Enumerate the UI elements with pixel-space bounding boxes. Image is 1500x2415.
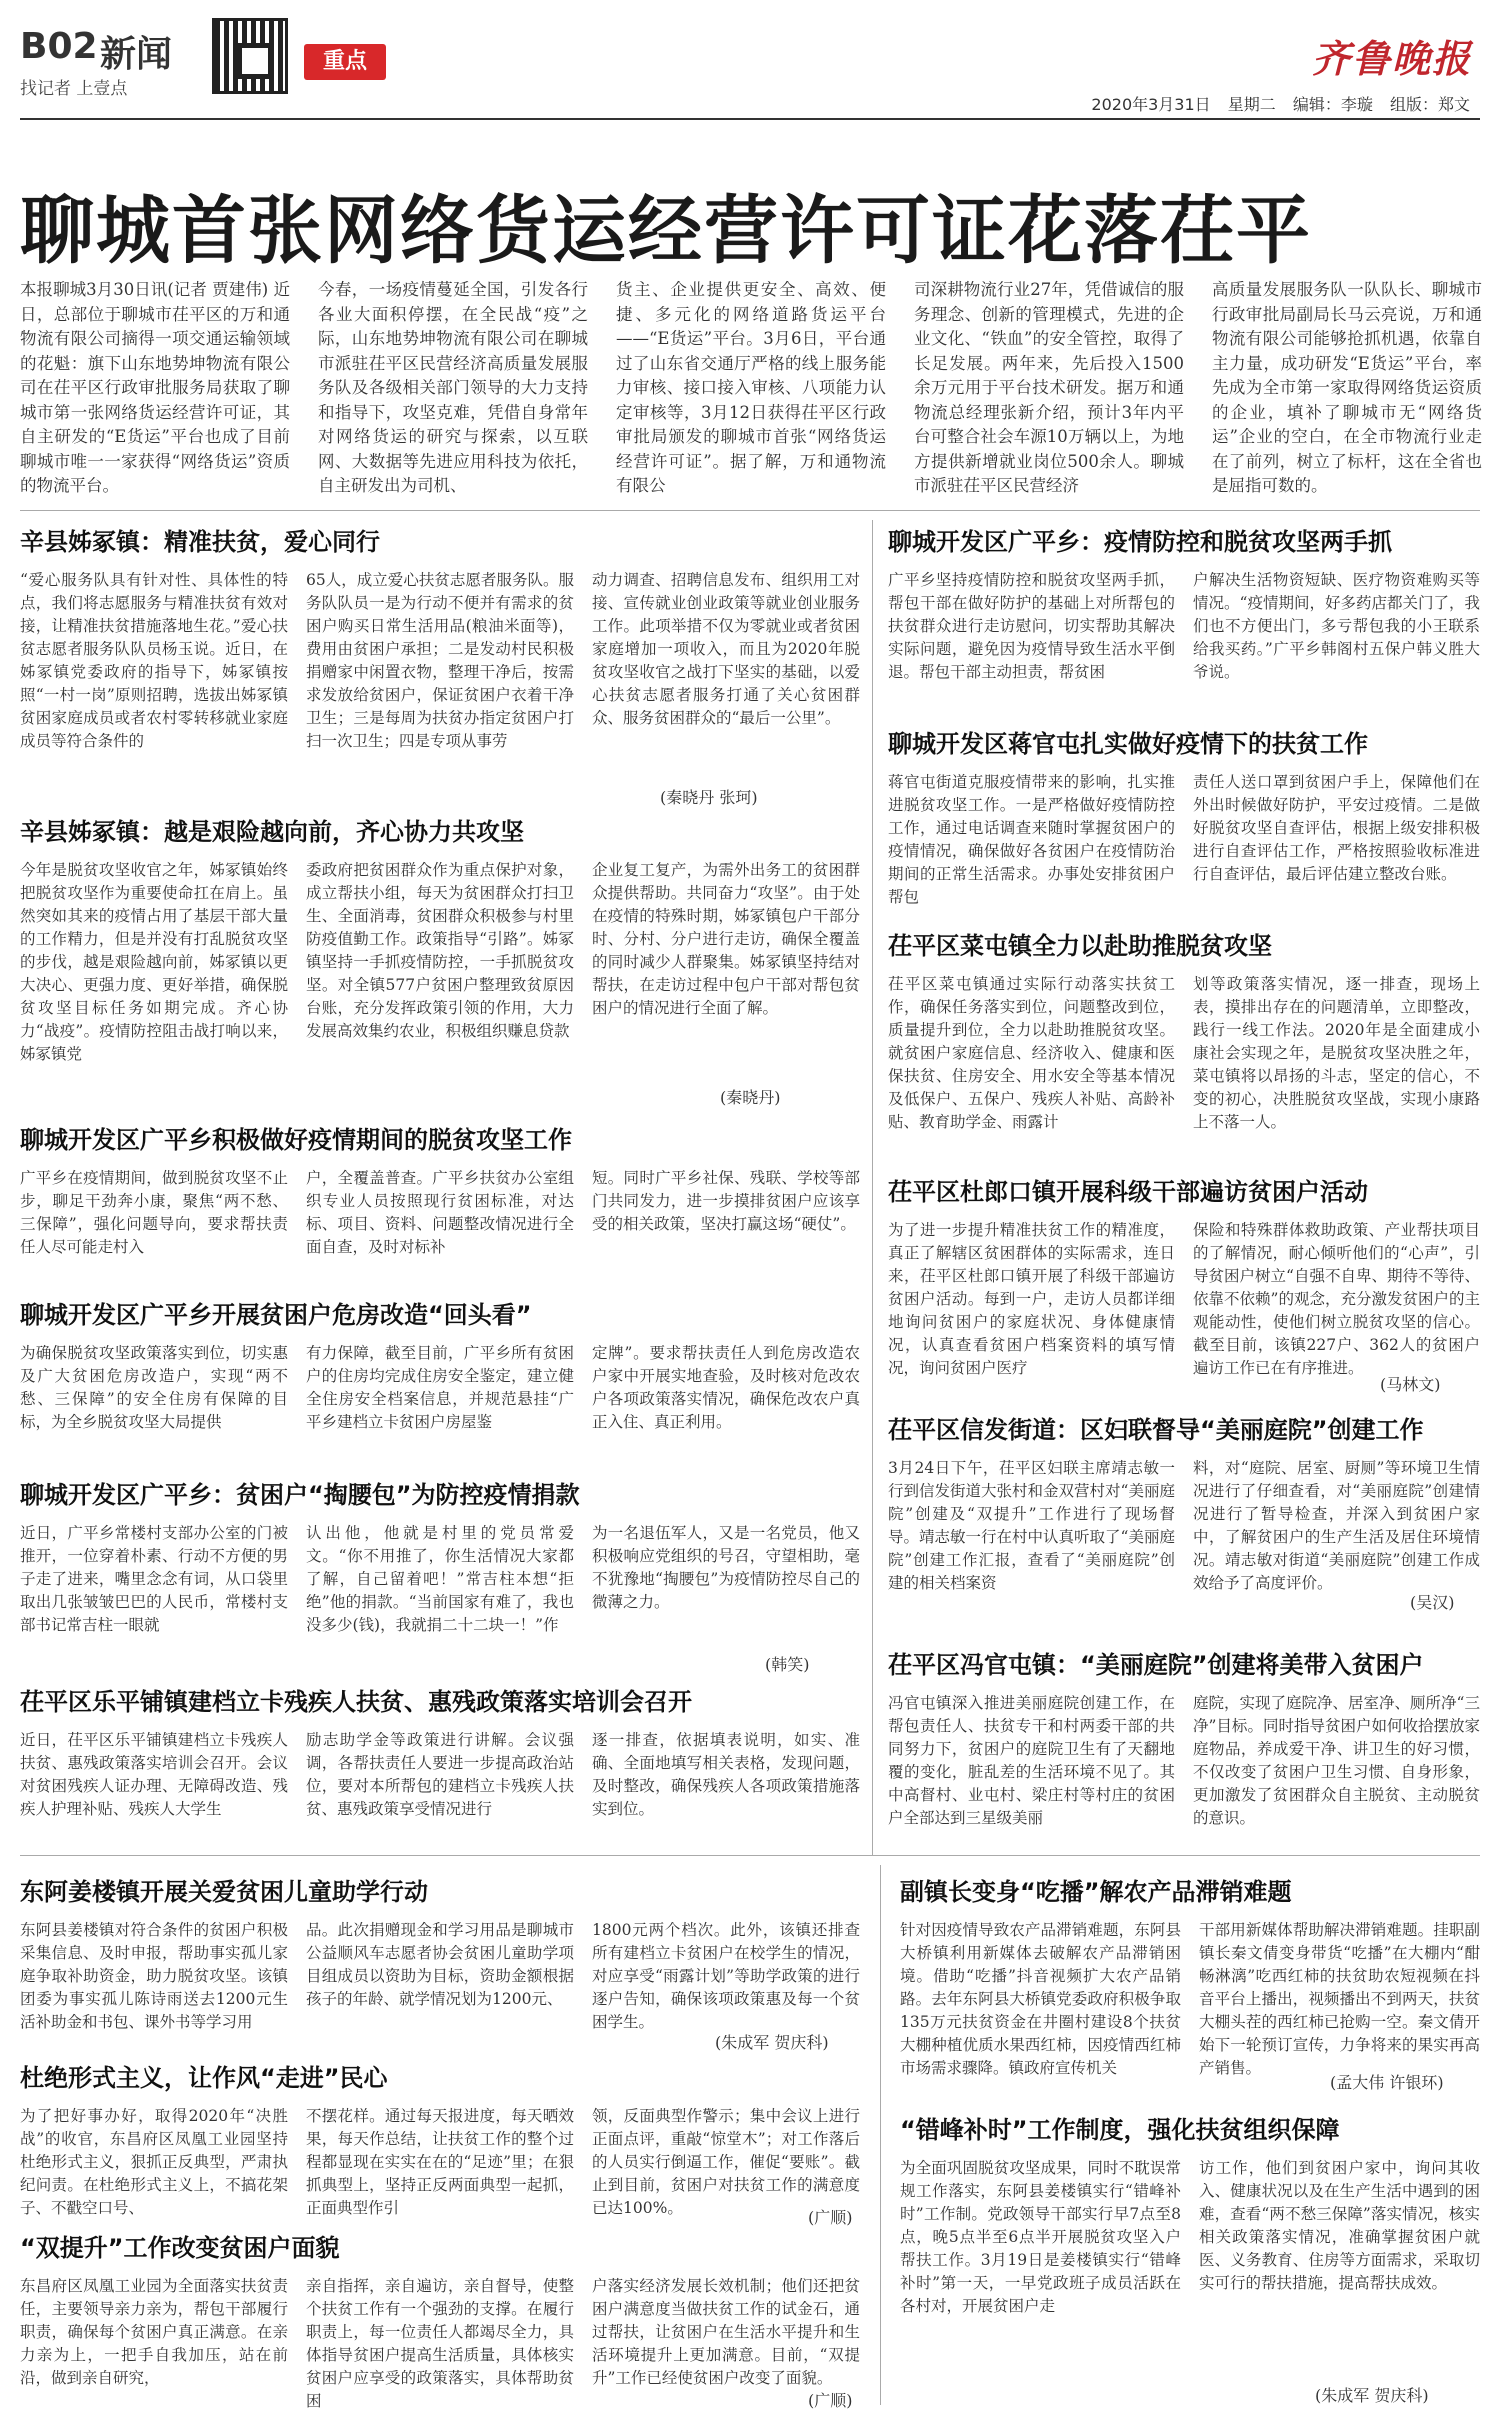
article-b6	[888, 1645, 1480, 1845]
article-b2	[888, 724, 1480, 909]
author-b5: (吴汉)	[1410, 1593, 1455, 1612]
author-d2: (朱成军 贺庆科)	[1315, 2386, 1429, 2405]
author-b4: (马林文)	[1380, 1375, 1441, 1394]
article-title: 东阿姜楼镇开展关爱贫困儿童助学行动	[20, 1878, 428, 1906]
article-text: 认出他，他就是村里的党员常爱文。“你不用推了，你生活情况大家都了解，自己留着吧！”常吉柱本想“拒绝”他的捐款。“当前国家有难了，我也没多少(钱)，我就捐二十二块一！”作	[306, 1524, 574, 1634]
article-text: 不摆花样。通过每天报进度，每天晒效果，每天作总结，让扶贫工作的整个过程都显现在实实在在的“足迹”里；在狠抓典型上，坚持正反两面典型一起抓，正面典型作引	[306, 2107, 574, 2217]
focus-badge: 重点	[304, 44, 386, 80]
author-a2: (秦晓丹)	[720, 1088, 781, 1107]
article-title: 杜绝形式主义，让作风“走进”民心	[20, 2064, 388, 2092]
article-title: 茌平区杜郎口镇开展科级干部遍访贫困户活动	[888, 1178, 1368, 1206]
article-text: 为了进一步提升精准扶贫工作的精准度，真正了解辖区贫困群体的实际需求，连日来，茌平区杜郎口镇开展了科级干部遍访贫困户活动。每到一户，走访人员都详细地询问贫困户的家庭状况、身体健康情况，认真查看贫困户档案资料的填写情况，询问贫困户医疗	[888, 1221, 1175, 1377]
article-text: 为确保脱贫攻坚政策落实到位，切实惠及广大贫困危房改造户，实现“两不愁、三保障”的安全住房有保障的目标，为全乡脱贫攻坚大局提供	[20, 1344, 288, 1431]
article-title: 聊城开发区广平乡开展贫困户危房改造“回头看”	[20, 1301, 532, 1329]
article-c2	[20, 2058, 860, 2223]
lead-divider	[20, 510, 1480, 511]
lead-column-4: 司深耕物流行业27年，凭借诚信的服务理念、创新的管理模式，先进的企业文化、“铁血”的安全管控，取得了长足发展。两年来，先后投入1500余万元用于平台技术研发。据万和通物流总经理张新介绍，预计3年内平台可整合社会车源10万辆以上，为地方提供新增就业岗位500余人。聊城市派驻茌平区民营经济	[914, 280, 1184, 495]
article-title: 茌平区冯官屯镇：“美丽庭院”创建将美带入贫困户	[888, 1651, 1424, 1679]
article-text: 干部用新媒体帮助解决滞销难题。挂职副镇长秦文倩变身带货“吃播”在大棚内“酣畅淋漓”吃西红柿的扶贫助农短视频在抖音平台上播出，视频播出不到两天，扶贫大棚头茬的西红柿已抢购一空。秦文倩开始下一轮预订宣传，力争将来的果实再高产销售。	[1199, 1921, 1480, 2077]
lead-column-1: 本报聊城3月30日讯(记者 贾建伟) 近日，总部位于聊城市茌平区的万和通物流有限公司摘得一项交通运输领域的花魁：旗下山东地势坤物流有限公司在茌平区行政审批服务局获取了聊城市第一张网络货运经营许可证，其自主研发的“E货运”平台也成了目前聊城市唯一一家获得“网络货运”资质的物流平台。	[20, 280, 290, 495]
article-title: 茌平区菜屯镇全力以赴助推脱贫攻坚	[888, 932, 1272, 960]
newspaper-logo: 齐鲁晚报	[1311, 36, 1472, 81]
article-text: 委政府把贫困群众作为重点保护对象，成立帮扶小组，每天为贫困群众打扫卫生、全面消毒，贫困群众积极参与村里防疫值勤工作。政策指导“引路”。姊冢镇坚持一手抓疫情防控，一手抓脱贫攻坚。对全镇577户贫困户整理致贫原因台账，充分发挥政策引领的作用，大力发展高效集约农业，积极组织赚息贷款	[306, 861, 574, 1040]
article-text: 广平乡坚持疫情防控和脱贫攻坚两手抓，帮包干部在做好防护的基础上对所帮包的扶贫群众进行走访慰问，切实帮助其解决实际问题，避免因为疫情导致生活水平倒退。帮包干部主动担责，帮贫困	[888, 571, 1175, 681]
article-text: 责任人送口罩到贫困户手上，保障他们在外出时候做好防护，平安过疫情。二是做好脱贫攻坚自查评估，根据上级安排积极进行自查评估工作，严格按照验收标准进行自查评估，最后评估建立整改台账。	[1193, 773, 1480, 883]
article-text: 品。此次捐赠现金和学习用品是聊城市公益顺风车志愿者协会贫困儿童助学项目组成员以资助为目标，资助金额根据孩子的年龄、就学情况划为1200元、	[306, 1921, 574, 2008]
article-text: 针对因疫情导致农产品滞销难题，东阿县大桥镇利用新媒体去破解农产品滞销困境。借助“吃播”抖音视频扩大农产品销路。去年东阿县大桥镇党委政府积极争取135万元扶贫资金在井圈村建设8个扶贫大棚种植优质水果西红柿，因疫情西红柿市场需求骤降。镇政府宣传机关	[900, 1921, 1181, 2077]
author-c1: (朱成军 贺庆科)	[715, 2033, 829, 2052]
article-text: 亲自指挥，亲自遍访，亲自督导，使整个扶贫工作有一个强劲的支撑。在履行职责上，每一位责任人都竭尽全力，具体指导贫困户提高生活质量，具体核实贫困户应享受的政策落实，具体帮助贫困	[306, 2277, 574, 2410]
author-a1: (秦晓丹 张珂)	[660, 788, 758, 807]
article-text: 有力保障，截至目前，广平乡所有贫困户的住房均完成住房安全鉴定，建立健全住房安全档案信息，并规范悬挂“广平乡建档立卡贫困户房屋鉴	[306, 1344, 574, 1431]
article-text: 东阿县姜楼镇对符合条件的贫困户积极采集信息、及时申报，帮助事实孤儿家庭争取补助资金，助力脱贫攻坚。该镇团委为事实孤儿陈诗雨送去1200元生活补助金和书包、课外书等学习用	[20, 1921, 288, 2031]
article-a2	[20, 812, 860, 1102]
author-a5: (韩笑)	[765, 1655, 810, 1674]
article-b3	[888, 926, 1480, 1171]
lead-column-5: 高质量发展服务队一队队长、聊城市行政审批局副局长马云亮说，万和通物流有限公司能够抢抓机遇，依靠自主力量，成功研发“E货运”平台，率先成为全市第一家取得网络货运资质的企业，填补了聊城市无“网络货运”企业的空白，在全市物流行业走在了前列，树立了标杆，这在全省也是屈指可数的。	[1212, 280, 1482, 495]
issue-meta	[1079, 92, 1470, 115]
article-a1	[20, 522, 860, 807]
article-title: 聊城开发区蒋官屯扎实做好疫情下的扶贫工作	[888, 730, 1368, 758]
article-text: 65人，成立爱心扶贫志愿者服务队。服务队队员一是为行动不便并有需求的贫困户购买日常生活用品(粮油米面等)，费用由贫困户承担；二是发动村民积极捐赠家中闲置衣物，整理干净后，按需求发放给贫困户，保证贫困户衣着干净卫生；三是每周为扶贫办指定贫困户打扫一次卫生；四是专项从事劳	[306, 571, 574, 750]
article-text: 动力调查、招聘信息发布、组织用工对接、宣传就业创业政策等就业创业服务工作。此项举措不仅为零就业或者贫困家庭增加一项收入，而且为2020年脱贫攻坚收官之战打下坚实的基础，以爱心扶贫志愿者服务打通了关心贫困群众、服务贫困群众的“最后一公里”。	[592, 571, 860, 727]
masthead	[0, 0, 1500, 160]
article-a3	[20, 1120, 860, 1280]
article-text: 今年是脱贫攻坚收官之年，姊冢镇始终把脱贫攻坚作为重要使命扛在肩上。虽然突如其来的疫情占用了基层干部大量的工作精力，但是并没有打乱脱贫攻坚的步伐，越是艰险越向前，姊冢镇以更大决心、更强力度、更好举措，确保脱贫攻坚目标任务如期完成。齐心协力“战疫”。疫情防控阻击战打响以来，姊冢镇党	[20, 861, 288, 1063]
article-text: 户落实经济发展长效机制；他们还把贫困户满意度当做扶贫工作的试金石，通过帮扶，让贫困户在生活水平提升和生活环境提升上更加满意。目前，“双提升”工作已经使贫困户改变了面貌。	[592, 2277, 860, 2387]
article-b5	[888, 1410, 1480, 1600]
layout-credit: 组版：郑文	[1389, 95, 1470, 114]
article-title: 茌平区信发街道：区妇联督导“美丽庭院”创建工作	[888, 1416, 1424, 1444]
article-text: 东昌府区凤凰工业园为全面落实扶贫责任，主要领导亲力亲为，帮包干部履行职责，确保每个贫困户真正满意。在亲力亲为上，一把手自我加压，站在前沿，做到亲自研究，	[20, 2277, 288, 2387]
lower-divider	[20, 1855, 1480, 1856]
article-text: 领，反面典型作警示；集中会议上进行正面点评，重敲“惊堂木”；对工作落后的人员实行倒逼工作，催促“要账”。截止到目前，贫困户对扶贫工作的满意度已达100%。	[592, 2107, 860, 2217]
article-title: 聊城开发区广平乡积极做好疫情期间的脱贫攻坚工作	[20, 1126, 572, 1154]
article-text: 茌平区菜屯镇通过实际行动落实扶贫工作，确保任务落实到位，问题整改到位，质量提升到位，全力以赴助推脱贫攻坚。就贫困户家庭信息、经济收入、健康和医保扶贫、住房安全、用水安全等基本情况及低保户、五保户、残疾人补贴、高龄补贴、教育助学金、雨露计	[888, 975, 1175, 1131]
article-title: 辛县姊冢镇：越是艰险越向前，齐心协力共攻坚	[20, 818, 524, 846]
article-title: “错峰补时”工作制度，强化扶贫组织保障	[900, 2116, 1340, 2144]
byline-label: 找记者 上壹点	[20, 79, 128, 99]
article-title: “双提升”工作改变贫困户面貌	[20, 2234, 340, 2262]
article-text: 划等政策落实情况，逐一排查，现场上表，摸排出存在的问题清单，立即整改，践行一线工作法。2020年是全面建成小康社会实现之年，是脱贫攻坚决胜之年，菜屯镇将以昂扬的斗志，坚定的信心，不变的初心，决胜脱贫攻坚战，实现小康路上不落一人。	[1193, 975, 1480, 1131]
lower-column-divider	[880, 1865, 881, 2405]
article-title: 辛县姊冢镇：精准扶贫，爱心同行	[20, 528, 380, 556]
issue-date: 2020年3月31日	[1091, 95, 1211, 114]
lead-column-3: 货主、企业提供更安全、高效、便捷、多元化的网络道路货运平台——“E货运”平台。3月6日，平台通过了山东省交通厅严格的线上服务能力审核、接口接入审核、八项能力认定审核等，3月12日获得茌平区行政审批局颁发的聊城市首张“网络货运经营许可证”。据了解，万和通物流有限公	[616, 280, 886, 495]
article-d1	[900, 1872, 1480, 2087]
article-a5	[20, 1475, 860, 1675]
article-text: 为了把好事办好，取得2020年“决胜战”的收官，东昌府区凤凰工业园坚持杜绝形式主义，狠抓正反典型，严肃执纪问责。在杜绝形式主义上，不搞花架子、不戳空口号、	[20, 2107, 288, 2217]
article-text: 励志助学金等政策进行讲解。会议强调，各帮扶责任人要进一步提高政治站位，要对本所帮包的建档立卡残疾人扶贫、惠残政策享受情况进行	[306, 1731, 574, 1818]
lead-column-2: 今春，一场疫情蔓延全国，引发各行各业大面积停摆，在全民战“疫”之际，山东地势坤物流有限公司在聊城市派驻茌平区民营经济高质量发展服务队及各级相关部门领导的大力支持和指导下，攻坚克难，凭借自身常年对网络货运的研究与探索，以互联网、大数据等先进应用科技为依托，自主研发出为司机、	[318, 280, 588, 495]
article-text: 保险和特殊群体救助政策、产业帮扶项目的了解情况，耐心倾听他们的“心声”，引导贫困户树立“自强不自卑、期待不等待、依靠不依赖”的观念，充分激发贫困户的主观能动性，使他们树立脱贫攻坚的信心。截至目前，该镇227户、362人的贫困户遍访工作已在有序推进。	[1193, 1221, 1480, 1377]
header-rule	[20, 118, 1480, 120]
article-text: 访工作，他们到贫困户家中，询问其收入、健康状况以及在生产生活中遇到的困难，查看“两不愁三保障”落实情况，核实相关政策落实情况，准确掌握贫困户就医、义务教育、住房等方面需求，采取切实可行的帮扶措施，提高帮扶成效。	[1199, 2159, 1480, 2292]
author-c3: (广顺)	[808, 2391, 853, 2410]
article-text: 料，对“庭院、居室、厨厕”等环境卫生情况进行了仔细查看，对“美丽庭院”创建情况进行了暂导检查，并深入到贫困户家中，了解贫困户的生产生活及居住环境情况。靖志敏对街道“美丽庭院”创建工作成效给予了高度评价。	[1193, 1459, 1480, 1592]
article-title: 茌平区乐平铺镇建档立卡残疾人扶贫、惠残政策落实培训会召开	[20, 1688, 692, 1716]
article-c1	[20, 1872, 860, 2052]
article-text: 企业复工复产，为需外出务工的贫困群众提供帮助。共同奋力“攻坚”。由于处在疫情的特殊时期，姊冢镇包户干部分时、分村、分户进行走访，确保全覆盖的同时减少人群聚集。姊冢镇坚持结对帮扶，在走访过程中包户干部对帮包贫困户的情况进行全面了解。	[592, 861, 860, 1017]
column-divider	[872, 520, 873, 1855]
article-b4	[888, 1172, 1480, 1397]
article-title: 聊城开发区广平乡：疫情防控和脱贫攻坚两手抓	[888, 528, 1392, 556]
article-title: 副镇长变身“吃播”解农产品滞销难题	[900, 1878, 1292, 1906]
article-text: 3月24日下午，茌平区妇联主席靖志敏一行到信发街道大张村和金双营村对“美丽庭院”创建及“双提升”工作进行了现场督导。靖志敏一行在村中认真听取了“美丽庭院”创建工作汇报，查看了“美丽庭院”创建的相关档案资	[888, 1459, 1175, 1592]
article-text: 近日，广平乡常楼村支部办公室的门被推开，一位穿着朴素、行动不方便的男子走了进来，嘴里念念有词，从口袋里取出几张皱皱巴巴的人民币，常楼村支部书记常吉柱一眼就	[20, 1524, 288, 1634]
article-text: 庭院，实现了庭院净、居室净、厕所净“三净”目标。同时指导贫困户如何收拾摆放家庭物品，养成爱干净、讲卫生的好习惯，不仅改变了贫困户卫生习惯、自身形象，更加激发了贫困群众自主脱贫、主动脱贫的意识。	[1193, 1694, 1480, 1827]
article-d2	[900, 2110, 1480, 2400]
article-text: 为一名退伍军人，又是一名党员，他又积极响应党组织的号召，守望相助，毫不犹豫地“掏腰包”为疫情防控尽自己的微薄之力。	[592, 1524, 860, 1611]
article-c3	[20, 2228, 860, 2408]
page-number: B02	[20, 26, 98, 67]
article-text: 户，全覆盖普查。广平乡扶贫办公室组织专业人员按照现行贫困标准，对达标、项目、资料、问题整改情况进行全面自查，及时对标补	[306, 1169, 574, 1256]
article-title: 聊城开发区广平乡：贫困户“掏腰包”为防控疫情捐款	[20, 1481, 580, 1509]
article-text: 定牌”。要求帮扶责任人到危房改造农户家中开展实地查验，及时核对危改农户各项政策落实情况，确保危改农户真正入住、真正利用。	[592, 1344, 860, 1431]
article-a4	[20, 1295, 860, 1465]
article-text: 户解决生活物资短缺、医疗物资难购买等情况。“疫情期间，好多药店都关门了，我们也不方便出门，多亏帮包我的小王联系给我买药。”广平乡韩阁村五保户韩义胜大爷说。	[1193, 571, 1480, 681]
article-text: 1800元两个档次。此外，该镇还排查所有建档立卡贫困户在校学生的情况，对应享受“雨露计划”等助学政策的进行逐户告知，确保该项政策惠及每一个贫困学生。	[592, 1921, 860, 2031]
article-a6	[20, 1682, 860, 1847]
author-c2: (广顺)	[808, 2208, 853, 2227]
section-name: 新闻	[100, 34, 173, 75]
article-text: “爱心服务队具有针对性、具体性的特点，我们将志愿服务与精准扶贫有效对接，让精准扶贫措施落地生花。”爱心扶贫志愿者服务队队员杨玉说。近日，在姊冢镇党委政府的指导下，姊冢镇按照“一村一岗”原则招聘，选拔出姊冢镇贫困家庭成员或者农村零转移就业家庭成员等符合条件的	[20, 571, 288, 750]
article-text: 蒋官屯街道克服疫情带来的影响，扎实推进脱贫攻坚工作。一是严格做好疫情防控工作，通过电话调查来随时掌握贫困户的疫情情况，确保做好各贫困户在疫情防治期间的正常生活需求。办事处安排贫困户帮包	[888, 773, 1175, 906]
author-d1: (孟大伟 许银环)	[1330, 2073, 1444, 2092]
article-text: 广平乡在疫情期间，做到脱贫攻坚不止步，聊足干劲奔小康，聚焦“两不愁、三保障”，强化问题导向，要求帮扶责任人尽可能走村入	[20, 1169, 288, 1256]
article-text: 逐一排查，依据填表说明，如实、准确、全面地填写相关表格，发现问题，及时整改，确保残疾人各项政策措施落实到位。	[592, 1731, 860, 1818]
article-b1	[888, 522, 1480, 707]
article-text: 为全面巩固脱贫攻坚成果，同时不耽误常规工作落实，东阿县姜楼镇实行“错峰补时”工作制。党政领导干部实行早7点至8点，晚5点半至6点半开展脱贫攻坚入户帮扶工作。3月19日是姜楼镇实行“错峰补时”第一天，一早党政班子成员活跃在各村对，开展贫困户走	[900, 2159, 1181, 2315]
article-text: 冯官屯镇深入推进美丽庭院创建工作，在帮包责任人、扶贫专干和村两委干部的共同努力下，贫困户的庭院卫生有了天翻地覆的变化，脏乱差的生活环境不见了。其中高督村、业屯村、梁庄村等村庄的贫困户全部达到三星级美丽	[888, 1694, 1175, 1827]
article-text: 短。同时广平乡社保、残联、学校等部门共同发力，进一步摸排贫困户应该享受的相关政策，坚决打赢这场“硬仗”。	[592, 1169, 860, 1233]
main-headline: 聊城首张网络货运经营许可证花落茌平	[20, 188, 1312, 274]
issue-weekday: 星期二	[1227, 95, 1276, 114]
article-text: 近日，茌平区乐平铺镇建档立卡残疾人扶贫、惠残政策落实培训会召开。会议对贫困残疾人证办理、无障碍改造、残疾人护理补贴、残疾人大学生	[20, 1731, 288, 1818]
editor: 编辑：李璇	[1292, 95, 1373, 114]
qr-code-icon	[212, 18, 288, 94]
